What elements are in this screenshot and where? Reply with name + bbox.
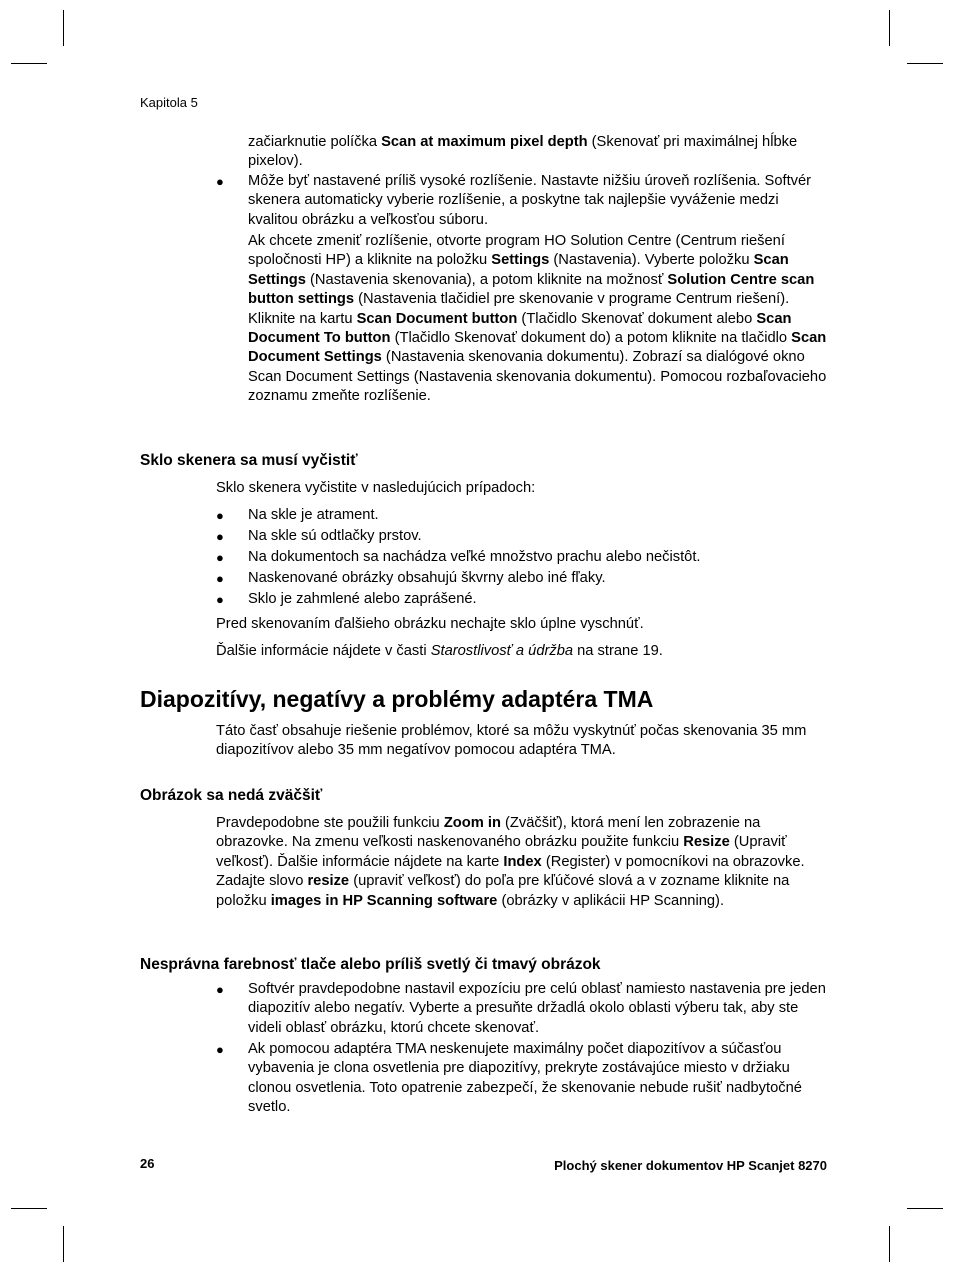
crop-mark [11,1208,47,1209]
product-name: Plochý skener dokumentov HP Scanjet 8270 [554,1158,827,1173]
crop-mark [889,1226,890,1262]
bullet-icon: ● [216,550,224,565]
chapter-section-title: Diapozitívy, negatívy a problémy adaptéra TMA [140,686,654,712]
bullet-icon: ● [216,1042,224,1057]
crop-mark [907,63,943,64]
chapter-header: Kapitola 5 [140,95,198,110]
crop-mark [63,10,64,46]
bullet-icon: ● [216,571,224,586]
crop-mark [907,1208,943,1209]
section-heading: Sklo skenera sa musí vyčistiť [140,452,358,469]
list-item: Na dokumentoch sa nachádza veľké množstvo prachu alebo nečistôt. [248,549,701,565]
list-item: Softvér pravdepodobne nastavil expozíciu pre celú oblasť namiesto nastavenia pre jeden diapozitív alebo negatív. Vyberte a presuňte držadlá okolo oblasti výberu tak, aby ste videli oblasť obrázku, ktorú chcete skenovať. [248,981,826,1036]
crop-mark [889,10,890,46]
list-item: Ak pomocou adaptéra TMA neskenujete maximálny počet diapozitívov a súčasťou vybavenia je clona osvetlenia pre diapozitívy, prekryte zostávajúce miesto v držiaku clonou osvetlenia. Toto opatrenie zabezpečí, že skenovanie nebude rušiť nadbytočné svetlo. [248,1041,802,1116]
list-item: Na skle sú odtlačky prstov. [248,528,422,544]
bullet-icon: ● [216,508,224,523]
paragraph: Táto časť obsahuje riešenie problémov, ktoré sa môžu vyskytnúť počas skenovania 35 mm diapozitívov alebo 35 mm negatívov pomocou adaptéra TMA. [216,723,807,759]
crop-mark [11,63,47,64]
section-heading: Obrázok sa nedá zväčšiť [140,787,323,804]
list-item: Naskenované obrázky obsahujú škvrny alebo iné fľaky. [248,570,606,586]
cross-reference-link[interactable]: Starostlivosť a údržba [430,643,574,659]
bullet-icon: ● [216,592,224,607]
paragraph: Pravdepodobne ste použili funkciu Zoom in (Zväčšiť), ktorá mení len zobrazenie na obrazovke. Na zmenu veľkosti naskenovaného obrázku použite funkciu Resize (Upraviť veľkosť). Ďalšie informácie nájdete na karte Index (Register) v pomocníkovi na obrazovke. Zadajte slovo resize (upraviť veľkosť) do poľa pre kľúčové slová a v zozname kliknite na položku images in HP Scanning software (obrázky v aplikácii HP Scanning). [216,815,805,909]
crop-mark [63,1226,64,1262]
bullet-icon: ● [216,174,224,189]
resolution-paragraph: Ak chcete zmeniť rozlíšenie, otvorte program HO Solution Centre (Centrum riešení spoločnosti HP) a kliknite na položku Settings (Nastavenia). Vyberte položku Scan Settings (Nastavenia skenovania), a potom kliknite na možnosť Solution Centre scan button settings (Nastavenia tlačidiel pre skenovanie v programe Centrum riešení). Kliknite na kartu Scan Document button (Tlačidlo Skenovať dokument alebo Scan Document To button (Tlačidlo Skenovať dokument do) a potom kliknite na tlačidlo Scan Document Settings (Nastavenia skenovania dokumentu). Zobrazí sa dialógové okno Scan Document Settings (Nastavenia skenovania dokumentu). Pomocou rozbaľovacieho zoznamu zmeňte rozlíšenie. [248,233,827,405]
list-item: Na skle je atrament. [248,507,379,523]
bullet-icon: ● [216,529,224,544]
paragraph: Ďalšie informácie nájdete v časti Starostlivosť a údržba na strane 19. [216,643,663,659]
paragraph: Pred skenovaním ďalšieho obrázku nechajte sklo úplne vyschnúť. [216,616,644,632]
bullet-icon: ● [216,982,224,997]
section-heading: Nesprávna farebnosť tlače alebo príliš svetlý či tmavý obrázok [140,956,601,973]
continued-paragraph: začiarknutie políčka Scan at maximum pixel depth (Skenovať pri maximálnej hĺbke pixelov). [248,134,798,170]
list-item: Môže byť nastavené príliš vysoké rozlíšenie. Nastavte nižšiu úroveň rozlíšenia. Softvér skenera automaticky vyberie rozlíšenie, a poskytne tak najlepšie vyváženie medzi kvalitou obrázku a veľkosťou súboru. [248,173,812,228]
page-number: 26 [140,1156,155,1171]
list-item: Sklo je zahmlené alebo zaprášené. [248,591,477,607]
paragraph: Sklo skenera vyčistite v nasledujúcich prípadoch: [216,480,536,496]
